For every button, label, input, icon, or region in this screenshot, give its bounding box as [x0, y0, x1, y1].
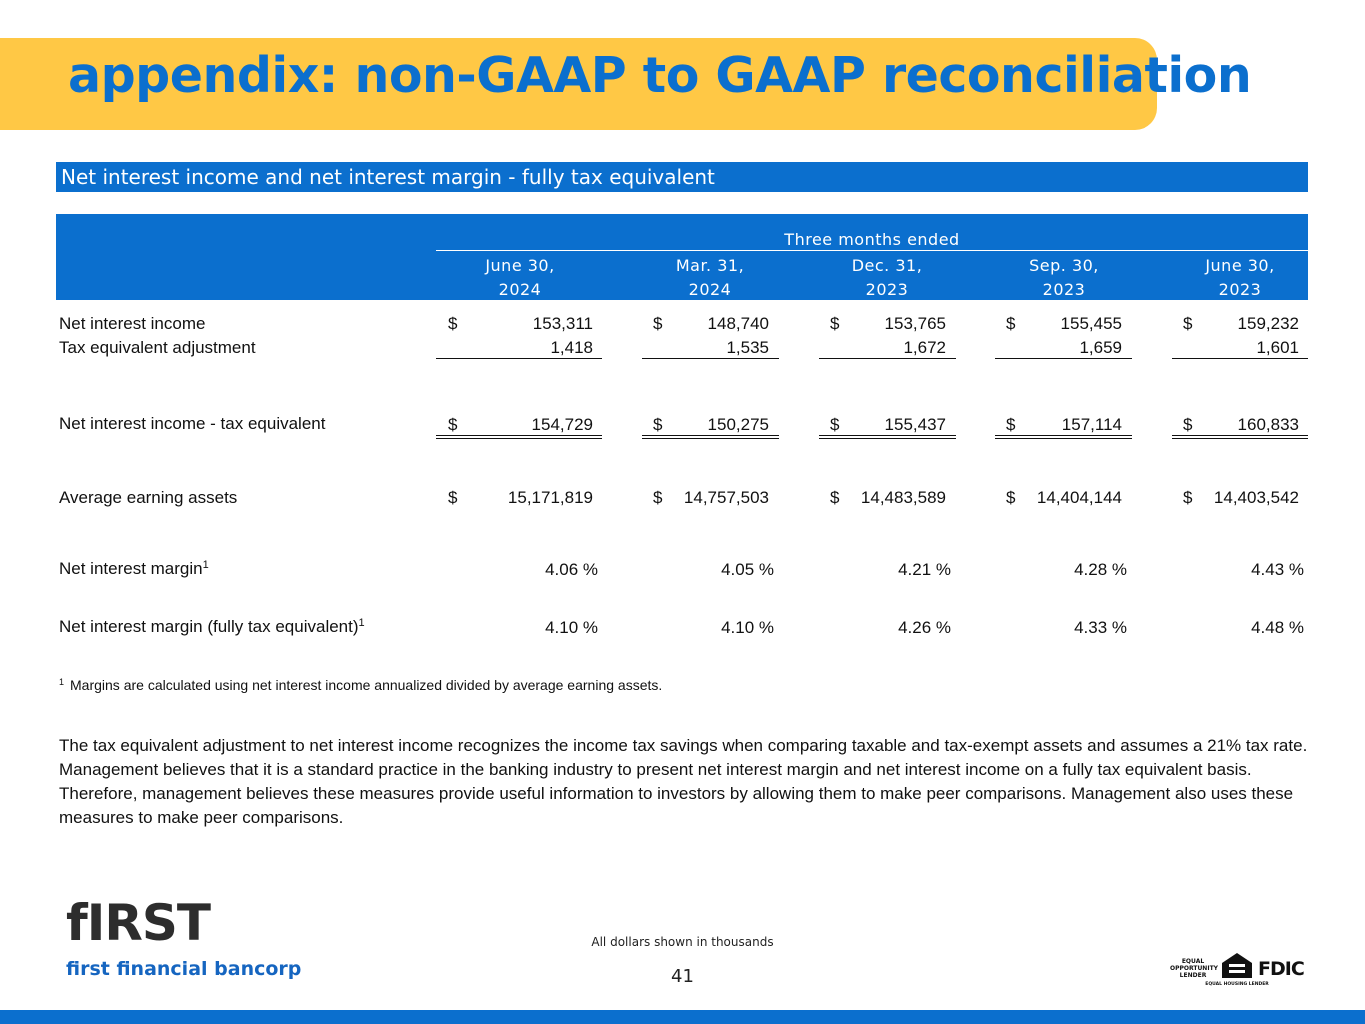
nim-te-value-4: 4.33 % [1074, 618, 1127, 637]
row-label-nim-fully-tax-equivalent: Net interest margin (fully tax equivalent)$^1$ [59, 617, 365, 636]
column-header-4: Sep. 30, 2023 [1029, 256, 1099, 299]
nii-te-currency-2: $ [653, 415, 663, 434]
column-header-3: Dec. 31, 2023 [851, 256, 923, 299]
aea-currency-4: $ [1006, 488, 1016, 507]
nii-value-4: 155,455 [1060, 314, 1122, 333]
nii-te-currency-4: $ [1006, 415, 1016, 434]
tea-value-5: 1,601 [1256, 338, 1299, 357]
aea-currency-5: $ [1183, 488, 1193, 507]
aea-currency-1: $ [448, 488, 458, 507]
subtotal-rule-2 [642, 358, 779, 359]
nim-te-value-2: 4.10 % [721, 618, 774, 637]
nii-te-value-5: 160,833 [1237, 415, 1299, 434]
logo-wordmark: fIRST [66, 894, 210, 952]
nii-te-currency-5: $ [1183, 415, 1193, 434]
tea-value-2: 1,535 [726, 338, 769, 357]
nim-value-2: 4.05 % [721, 560, 774, 579]
nii-value-1: 153,311 [532, 314, 593, 333]
total-double-rule-5 [1172, 435, 1308, 439]
nii-value-3: 153,765 [884, 314, 946, 333]
total-double-rule-2 [642, 435, 779, 439]
tea-value-3: 1,672 [903, 338, 946, 357]
nim-te-value-5: 4.48 % [1251, 618, 1304, 637]
page-number: 41 [671, 966, 694, 987]
equal-housing-lender-icon [1205, 952, 1269, 993]
row-label-tax-equivalent-adjustment: Tax equivalent adjustment [59, 338, 256, 357]
row-label-net-interest-income: Net interest income [59, 314, 206, 333]
nii-currency-2: $ [653, 314, 663, 333]
table-header [56, 214, 1308, 300]
svg-text:EQUAL HOUSING LENDER: EQUAL HOUSING LENDER [1205, 982, 1269, 987]
nii-currency-4: $ [1006, 314, 1016, 333]
nii-value-2: 148,740 [707, 314, 769, 333]
total-double-rule-1 [436, 435, 602, 439]
nim-value-4: 4.28 % [1074, 560, 1127, 579]
column-header-2: Mar. 31, 2024 [675, 256, 745, 299]
aea-currency-3: $ [830, 488, 840, 507]
column-header-1: June 30, 2024 [485, 256, 555, 299]
nii-te-currency-3: $ [830, 415, 840, 434]
table-caption: Three months ended [784, 230, 960, 249]
nii-currency-3: $ [830, 314, 840, 333]
nii-currency-1: $ [448, 314, 458, 333]
aea-currency-2: $ [653, 488, 663, 507]
explanation-paragraph: The tax equivalent adjustment to net interest income recognizes the income tax savings when comparing taxable and tax-exempt assets and assumes a 21% tax rate. Management believes that it is a standard practice in the banking industry to present net interest margin and net interest income on a fully tax equivalent basis. Therefore, management believes these measures provide useful information to investors by allowing them to make peer comparisons. Management also uses these measures to make peer comparisons. [59, 736, 1308, 827]
total-double-rule-3 [819, 435, 956, 439]
aea-value-1: 15,171,819 [507, 488, 593, 507]
aea-value-3: 14,483,589 [860, 488, 946, 507]
subtotal-rule-1 [436, 358, 602, 359]
nim-value-1: 4.06 % [545, 560, 598, 579]
logo-subtitle: first financial bancorp [66, 958, 302, 980]
section-title: Net interest income and net interest margin - fully tax equivalent [61, 165, 715, 189]
page-title: appendix: non-GAAP to GAAP reconciliation [68, 47, 1252, 104]
row-label-net-interest-margin: Net interest margin$^1$ [59, 559, 209, 578]
nii-te-currency-1: $ [448, 415, 458, 434]
subtotal-rule-4 [995, 358, 1132, 359]
nim-value-5: 4.43 % [1251, 560, 1304, 579]
aea-value-5: 14,403,542 [1213, 488, 1299, 507]
nii-te-value-1: 154,729 [531, 415, 593, 434]
tea-value-1: 1,418 [550, 338, 593, 357]
tea-value-4: 1,659 [1079, 338, 1122, 357]
nii-te-value-2: 150,275 [707, 415, 769, 434]
fdic-logo: FDIC [1258, 958, 1304, 980]
nim-te-value-3: 4.26 % [898, 618, 951, 637]
bottom-bar [0, 1010, 1365, 1024]
column-header-5: June 30, 2023 [1205, 256, 1275, 299]
nii-value-5: 159,232 [1237, 314, 1299, 333]
row-label-average-earning-assets: Average earning assets [59, 488, 238, 507]
footnote: $^1$ Margins are calculated using net interest income annualized divided by average earning assets. [59, 677, 663, 693]
nii-te-value-4: 157,114 [1061, 415, 1122, 434]
subtotal-rule-3 [819, 358, 956, 359]
total-double-rule-4 [995, 435, 1132, 439]
caption-rule [436, 250, 1308, 251]
aea-value-2: 14,757,503 [683, 488, 769, 507]
equal-opportunity-lender-badge: EQUAL OPPORTUNITY LENDER [1170, 958, 1219, 979]
subtotal-rule-5 [1172, 358, 1308, 359]
row-label-nii-tax-equivalent: Net interest income - tax equivalent [59, 414, 326, 433]
nii-currency-5: $ [1183, 314, 1193, 333]
nim-te-value-1: 4.10 % [545, 618, 598, 637]
nii-te-value-3: 155,437 [884, 415, 946, 434]
nim-value-3: 4.21 % [898, 560, 951, 579]
section-header-bar [56, 162, 1308, 192]
dollars-note: All dollars shown in thousands [591, 935, 774, 949]
aea-value-4: 14,404,144 [1036, 488, 1122, 507]
